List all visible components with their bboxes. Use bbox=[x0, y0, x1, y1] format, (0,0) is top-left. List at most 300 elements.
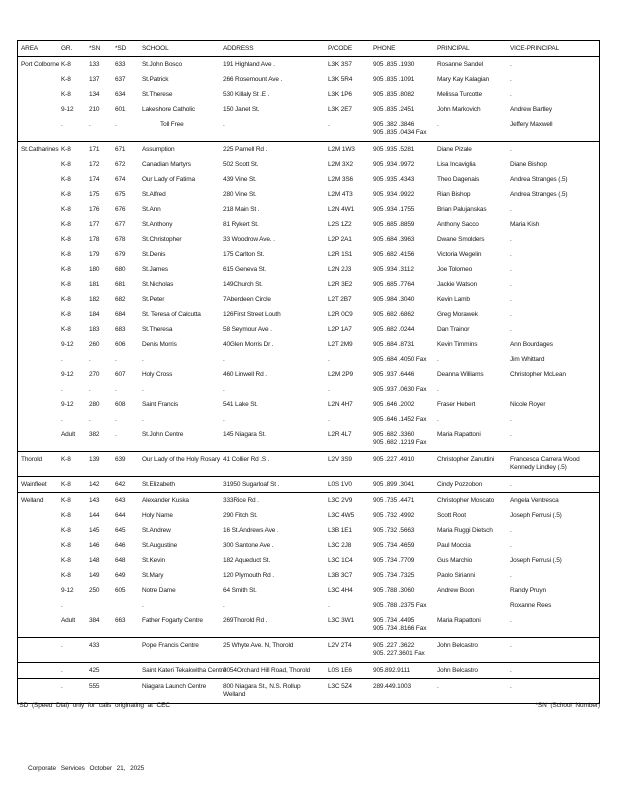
cell-address: 3054Orchard Hill Road, Thorold bbox=[223, 667, 311, 674]
cell-school: St.Alfred bbox=[142, 191, 166, 198]
cell-gr: . bbox=[61, 667, 63, 674]
cell-sn: 137 bbox=[89, 76, 100, 83]
cell-phone: 905 .937 .6446 bbox=[373, 371, 415, 378]
cell-address: 225 Parnell Rd . bbox=[223, 146, 268, 153]
cell-gr: K-8 bbox=[61, 572, 71, 579]
cell-area bbox=[18, 337, 58, 342]
cell-phone: 905 .835 .1930 bbox=[373, 61, 415, 68]
cell-phone: 905 .682 .3360 905 .682 .1219 Fax bbox=[373, 431, 427, 446]
cell-sd bbox=[112, 598, 139, 603]
table-row bbox=[18, 598, 599, 613]
cell-vice: Christopher McLean bbox=[510, 371, 566, 378]
cell-principal bbox=[434, 598, 507, 603]
table-row bbox=[18, 337, 599, 352]
cell-address: 31950 Sugarloaf St . bbox=[223, 481, 280, 488]
cell-gr: K-8 bbox=[61, 161, 71, 168]
table-row bbox=[18, 427, 599, 451]
cell-sd bbox=[112, 638, 139, 643]
cell-pcode: L3K 2E7 bbox=[328, 106, 352, 113]
cell-principal: Paolo Sirianni bbox=[437, 572, 476, 579]
table-row bbox=[18, 568, 599, 583]
table-row bbox=[18, 397, 599, 412]
cell-gr: K-8 bbox=[61, 146, 71, 153]
cell-school: St.Theresa bbox=[142, 326, 173, 333]
cell-vice: . bbox=[510, 76, 512, 83]
cell-area bbox=[18, 598, 58, 603]
cell-address: 530 Killaly St .E . bbox=[223, 91, 270, 98]
cell-area bbox=[18, 638, 58, 643]
cell-address: . bbox=[223, 602, 225, 609]
cell-school: St.Therese bbox=[142, 91, 173, 98]
cell-sn: 172 bbox=[89, 161, 100, 168]
cell-pcode: L2S 1Z2 bbox=[328, 221, 352, 228]
area-section bbox=[18, 141, 599, 451]
cell-sd: 637 bbox=[115, 76, 126, 83]
cell-vice: . bbox=[510, 481, 512, 488]
cell-vice: . bbox=[510, 667, 512, 674]
cell-gr: K-8 bbox=[61, 497, 71, 504]
cell-address: 33 Woodrow Ave. . bbox=[223, 236, 275, 243]
cell-gr: K-8 bbox=[61, 251, 71, 258]
cell-gr: K-8 bbox=[61, 221, 71, 228]
cell-vice: Andrea Stranges (.5) bbox=[510, 191, 568, 198]
area-section bbox=[18, 476, 599, 492]
cell-school: . bbox=[142, 602, 144, 609]
cell-phone: 905 .935 .4343 bbox=[373, 176, 415, 183]
table-row bbox=[18, 117, 599, 141]
cell-principal: Maria Ruggi Dietsch bbox=[437, 527, 493, 534]
cell-gr: K-8 bbox=[61, 512, 71, 519]
cell-pcode: L2N 2J3 bbox=[328, 266, 352, 273]
cell-sn: . bbox=[89, 356, 91, 363]
cell-area bbox=[18, 232, 58, 237]
cell-pcode: L2R 1S1 bbox=[328, 251, 353, 258]
cell-phone: 905 .735 .4471 bbox=[373, 497, 415, 504]
cell-vice: . bbox=[510, 311, 512, 318]
cell-school: Alexander Kuska bbox=[142, 497, 189, 504]
cell-vice: . bbox=[510, 572, 512, 579]
cell-principal: Brian Palujanskas bbox=[437, 206, 487, 213]
cell-principal: Scott Root bbox=[437, 512, 466, 519]
cell-sn: 174 bbox=[89, 176, 100, 183]
cell-principal: Victoria Wegelin bbox=[437, 251, 482, 258]
cell-area: Welland bbox=[21, 497, 44, 504]
cell-sn: 144 bbox=[89, 512, 100, 519]
cell-sn: 179 bbox=[89, 251, 100, 258]
cell-pcode: L2N 4W1 bbox=[328, 206, 355, 213]
cell-area bbox=[18, 322, 58, 327]
cell-address: 218 Main St . bbox=[223, 206, 260, 213]
cell-principal: Anthony Sacco bbox=[437, 221, 479, 228]
cell-phone: 905 .382 .3846 905 .835 .0434 Fax bbox=[373, 121, 427, 136]
table-row bbox=[18, 553, 599, 568]
cell-address: 64 Smith St. bbox=[223, 587, 257, 594]
cell-sd: 644 bbox=[115, 512, 126, 519]
cell-vice: Joseph Ferrusi (.5) bbox=[510, 512, 562, 519]
cell-gr: 9-12 bbox=[61, 371, 74, 378]
table-row bbox=[18, 72, 599, 87]
cell-pcode: L2R 4L7 bbox=[328, 431, 352, 438]
cell-sd: 675 bbox=[115, 191, 126, 198]
cell-phone: 905 .734 .7325 bbox=[373, 572, 415, 579]
cell-pcode: L3C 4H4 bbox=[328, 587, 353, 594]
cell-address: . bbox=[223, 356, 225, 363]
cell-sn: 210 bbox=[89, 106, 100, 113]
cell-vice: . bbox=[510, 326, 512, 333]
cell-pcode: . bbox=[328, 602, 330, 609]
cell-sd: 682 bbox=[115, 296, 126, 303]
cell-pcode: L3C 1C4 bbox=[328, 557, 353, 564]
cell-pcode: L2V 3S9 bbox=[328, 456, 352, 463]
header-principal: PRINCIPAL bbox=[437, 45, 470, 52]
cell-phone: 905.892.9111 bbox=[373, 667, 410, 674]
cell-principal: Kevin Timmins bbox=[437, 341, 478, 348]
cell-pcode: L2T 2B7 bbox=[328, 296, 352, 303]
cell-gr: . bbox=[61, 602, 63, 609]
cell-school: Saint Francis bbox=[142, 401, 178, 408]
cell-sn: 133 bbox=[89, 61, 100, 68]
cell-vice: . bbox=[510, 266, 512, 273]
area-section bbox=[18, 662, 599, 678]
table-row bbox=[18, 262, 599, 277]
cell-sn: 425 bbox=[89, 667, 100, 674]
cell-gr: K-8 bbox=[61, 76, 71, 83]
cell-phone: 905 .685 .8859 bbox=[373, 221, 415, 228]
cell-phone: 905 .682 .6862 bbox=[373, 311, 415, 318]
cell-vice: Joseph Ferrusi (.5) bbox=[510, 557, 562, 564]
cell-sd: 633 bbox=[115, 61, 126, 68]
cell-phone: 905 .984 .3040 bbox=[373, 296, 415, 303]
header-sd: *SD bbox=[115, 45, 127, 52]
table-row bbox=[18, 523, 599, 538]
cell-area bbox=[18, 307, 58, 312]
cell-sd: 639 bbox=[115, 456, 126, 463]
cell-school: Pope Francis Centre bbox=[142, 642, 199, 649]
cell-school: Toll Free bbox=[160, 121, 184, 128]
cell-sn: 260 bbox=[89, 341, 100, 348]
cell-sd: 671 bbox=[115, 146, 126, 153]
cell-address: 145 Niagara St. bbox=[223, 431, 266, 438]
cell-gr: K-8 bbox=[61, 236, 71, 243]
cell-school: Father Fogarty Centre bbox=[142, 617, 203, 624]
cell-vice: Andrea Stranges (.5) bbox=[510, 176, 568, 183]
cell-sd: . bbox=[115, 431, 117, 438]
cell-area bbox=[18, 87, 58, 92]
cell-gr: Adult bbox=[61, 431, 76, 438]
cell-area bbox=[18, 427, 58, 432]
cell-sd: 643 bbox=[115, 497, 126, 504]
cell-pcode: L3B 1E1 bbox=[328, 527, 352, 534]
table-row bbox=[18, 322, 599, 337]
cell-school: . bbox=[142, 416, 144, 423]
cell-pcode: L3K 5R4 bbox=[328, 76, 353, 83]
header-gr: GR. bbox=[61, 45, 73, 52]
cell-school: Holy Cross bbox=[142, 371, 173, 378]
cell-principal: . bbox=[437, 356, 439, 363]
cell-area bbox=[18, 412, 58, 417]
cell-gr: . bbox=[61, 356, 63, 363]
cell-area bbox=[18, 72, 58, 77]
table-row bbox=[18, 292, 599, 307]
cell-phone: 905 .788 .3060 bbox=[373, 587, 415, 594]
cell-pcode: . bbox=[328, 356, 330, 363]
cell-school: Canadian Martyrs bbox=[142, 161, 191, 168]
cell-school: Denis Morris bbox=[142, 341, 177, 348]
cell-vice: . bbox=[510, 61, 512, 68]
cell-vice: Andrew Bartley bbox=[510, 106, 552, 113]
table-row bbox=[18, 307, 599, 322]
area-section bbox=[18, 451, 599, 476]
table-footnotes bbox=[17, 702, 600, 709]
page-footer: Corporate Services October 21, 2025 bbox=[28, 765, 145, 772]
cell-pcode: L2R 0C9 bbox=[328, 311, 353, 318]
cell-gr: . bbox=[61, 642, 63, 649]
cell-address: 182 Aqueduct St. bbox=[223, 557, 271, 564]
cell-principal: John Belcastro bbox=[437, 667, 478, 674]
cell-sn: 384 bbox=[89, 617, 100, 624]
cell-vice: . bbox=[510, 146, 512, 153]
cell-gr: K-8 bbox=[61, 206, 71, 213]
cell-area bbox=[18, 202, 58, 207]
cell-phone: 905 .682 .4156 bbox=[373, 251, 415, 258]
cell-school: St.Nicholas bbox=[142, 281, 174, 288]
cell-phone: 289.449.1003 bbox=[373, 683, 411, 690]
cell-school: Saint Kateri Tekakwitha Centre bbox=[142, 667, 227, 674]
cell-gr: K-8 bbox=[61, 281, 71, 288]
cell-area bbox=[18, 172, 58, 177]
cell-area bbox=[18, 102, 58, 107]
table-row bbox=[18, 613, 599, 637]
cell-principal: Gus Marchio bbox=[437, 557, 473, 564]
cell-address: 191 Highland Ave . bbox=[223, 61, 275, 68]
cell-sd: 607 bbox=[115, 371, 126, 378]
cell-sn: 433 bbox=[89, 642, 100, 649]
cell-vice: . bbox=[510, 431, 512, 438]
cell-phone: 905 .734 .4659 bbox=[373, 542, 415, 549]
cell-sn: 143 bbox=[89, 497, 100, 504]
table-row bbox=[18, 538, 599, 553]
cell-sd: 677 bbox=[115, 221, 126, 228]
cell-principal: John Markovich bbox=[437, 106, 481, 113]
cell-sd: 605 bbox=[115, 587, 126, 594]
cell-sn: 250 bbox=[89, 587, 100, 594]
cell-phone: 905 .899 .3041 bbox=[373, 481, 415, 488]
cell-address: 120 Plymouth Rd . bbox=[223, 572, 274, 579]
cell-school: Niagara Launch Centre bbox=[142, 683, 207, 690]
cell-phone: 905 .684 .8731 bbox=[373, 341, 415, 348]
cell-principal: John Belcastro bbox=[437, 642, 478, 649]
cell-school: St.Andrew bbox=[142, 527, 171, 534]
cell-area bbox=[18, 538, 58, 543]
cell-sn: 142 bbox=[89, 481, 100, 488]
cell-principal: Maria Rapattoni bbox=[437, 431, 481, 438]
cell-gr: K-8 bbox=[61, 542, 71, 549]
header-area: AREA bbox=[21, 45, 39, 52]
cell-address: 439 Vine St. bbox=[223, 176, 257, 183]
table-row bbox=[18, 247, 599, 262]
cell-sd: . bbox=[115, 416, 117, 423]
cell-principal: Maria Rapattoni bbox=[437, 617, 481, 624]
cell-phone: 905 .937 .0630 Fax bbox=[373, 386, 427, 393]
cell-address: 40Glen Morris Dr . bbox=[223, 341, 274, 348]
cell-school: Notre Dame bbox=[142, 587, 176, 594]
cell-phone: 905 .934 .9972 bbox=[373, 161, 415, 168]
cell-school: St. Teresa of Calcutta bbox=[142, 311, 201, 318]
cell-area bbox=[18, 217, 58, 222]
cell-school: St.Peter bbox=[142, 296, 165, 303]
cell-gr: 9-12 bbox=[61, 106, 74, 113]
cell-vice: . bbox=[510, 617, 512, 624]
table-row bbox=[18, 638, 599, 662]
cell-school: Assumption bbox=[142, 146, 175, 153]
cell-phone: 905 .684 .4050 Fax bbox=[373, 356, 427, 363]
cell-phone: 905 .684 .3963 bbox=[373, 236, 415, 243]
cell-sd: 683 bbox=[115, 326, 126, 333]
cell-area bbox=[18, 262, 58, 267]
cell-sn: 175 bbox=[89, 191, 100, 198]
cell-address: 502 Scott St. bbox=[223, 161, 259, 168]
cell-area bbox=[18, 553, 58, 558]
cell-pcode: L2T 2M9 bbox=[328, 341, 353, 348]
cell-phone: 905 .646 .1452 Fax bbox=[373, 416, 427, 423]
cell-area bbox=[18, 568, 58, 573]
cell-sn: 270 bbox=[89, 371, 100, 378]
cell-sd: 606 bbox=[115, 341, 126, 348]
cell-vice: . bbox=[510, 206, 512, 213]
cell-principal: Greg Morawek bbox=[437, 311, 478, 318]
cell-vice: . bbox=[510, 296, 512, 303]
cell-phone: 905 .788 .2375 Fax bbox=[373, 602, 427, 609]
cell-sn: . bbox=[89, 386, 91, 393]
table-row bbox=[18, 57, 599, 72]
cell-gr: K-8 bbox=[61, 296, 71, 303]
cell-sd: . bbox=[115, 121, 117, 128]
cell-pcode: L3C 4W5 bbox=[328, 512, 355, 519]
cell-gr: K-8 bbox=[61, 176, 71, 183]
cell-sd: 681 bbox=[115, 281, 126, 288]
cell-sn: 181 bbox=[89, 281, 100, 288]
cell-phone: 905 .732 .4992 bbox=[373, 512, 415, 519]
cell-phone: 905 .646 .2002 bbox=[373, 401, 415, 408]
cell-gr: . bbox=[61, 121, 63, 128]
cell-phone: 905 .734 .4495 905 .734 .8166 Fax bbox=[373, 617, 427, 632]
cell-sd: 645 bbox=[115, 527, 126, 534]
cell-address: 58 Seymour Ave . bbox=[223, 326, 272, 333]
cell-area bbox=[18, 613, 58, 618]
cell-principal: Deanna Williams bbox=[437, 371, 484, 378]
cell-pcode: L0S 1E6 bbox=[328, 667, 352, 674]
cell-sn: 182 bbox=[89, 296, 100, 303]
cell-sd: 634 bbox=[115, 91, 126, 98]
cell-phone: 905 .934 .1755 bbox=[373, 206, 415, 213]
cell-gr: 9-12 bbox=[61, 587, 74, 594]
cell-gr: 9-12 bbox=[61, 401, 74, 408]
cell-vice: Maria Kish bbox=[510, 221, 540, 228]
cell-address: 266 Rosemount Ave . bbox=[223, 76, 283, 83]
cell-address: . bbox=[223, 416, 225, 423]
cell-vice: Angela Ventresca bbox=[510, 497, 559, 504]
cell-school: St.Ann bbox=[142, 206, 161, 213]
cell-school: St.Elizabeth bbox=[142, 481, 175, 488]
cell-sd: . bbox=[115, 386, 117, 393]
cell-address: 280 Vine St. bbox=[223, 191, 257, 198]
cell-gr: K-8 bbox=[61, 266, 71, 273]
cell-principal: Joe Tolomeo bbox=[437, 266, 473, 273]
cell-area bbox=[18, 382, 58, 387]
cell-vice: . bbox=[510, 91, 512, 98]
cell-school: St.Augustine bbox=[142, 542, 178, 549]
cell-address: 800 Niagara St., N.S. Rollup Welland bbox=[223, 683, 301, 698]
cell-pcode: L2M 3X2 bbox=[328, 161, 353, 168]
cell-sd bbox=[112, 679, 139, 684]
cell-sn: . bbox=[89, 416, 91, 423]
cell-phone: 905 .682 .0244 bbox=[373, 326, 415, 333]
cell-pcode: L2V 2T4 bbox=[328, 642, 352, 649]
cell-school: St.Kevin bbox=[142, 557, 166, 564]
cell-address: 126First Street Louth bbox=[223, 311, 281, 318]
cell-principal: Cindy Pozzobon bbox=[437, 481, 483, 488]
cell-gr: K-8 bbox=[61, 456, 71, 463]
cell-principal: Andrew Boon bbox=[437, 587, 475, 594]
cell-sd bbox=[112, 663, 139, 668]
cell-area bbox=[18, 397, 58, 402]
cell-principal: Dan Trainor bbox=[437, 326, 470, 333]
cell-gr: K-8 bbox=[61, 557, 71, 564]
cell-principal: Melissa Turcotte bbox=[437, 91, 482, 98]
cell-principal: Rian Bishop bbox=[437, 191, 471, 198]
cell-sn: 382 bbox=[89, 431, 100, 438]
footnote-school-number: *SN (School Number) bbox=[535, 702, 600, 709]
cell-gr: K-8 bbox=[61, 91, 71, 98]
cell-sd: 663 bbox=[115, 617, 126, 624]
cell-gr: K-8 bbox=[61, 527, 71, 534]
cell-pcode: L2M 3S6 bbox=[328, 176, 353, 183]
table-row bbox=[18, 277, 599, 292]
cell-area bbox=[18, 523, 58, 528]
cell-school: . bbox=[142, 356, 144, 363]
cell-address: 541 Lake St. bbox=[223, 401, 258, 408]
cell-phone: 905 .685 .7764 bbox=[373, 281, 415, 288]
cell-pcode: L2M 2P9 bbox=[328, 371, 353, 378]
cell-address: 175 Carlton St. bbox=[223, 251, 265, 258]
cell-gr: K-8 bbox=[61, 191, 71, 198]
cell-pcode: L0S 1V0 bbox=[328, 481, 352, 488]
cell-pcode: L2R 3E2 bbox=[328, 281, 353, 288]
cell-address: 150 Janet St. bbox=[223, 106, 260, 113]
cell-address: 25 Whyte Ave. N, Thorold bbox=[223, 642, 294, 649]
cell-area bbox=[18, 508, 58, 513]
cell-gr: K-8 bbox=[61, 326, 71, 333]
header-vice: VICE-PRINCIPAL bbox=[510, 45, 560, 52]
cell-school: St.Denis bbox=[142, 251, 166, 258]
cell-gr: Adult bbox=[61, 617, 76, 624]
cell-vice bbox=[507, 382, 599, 387]
cell-principal: Christopher Moscato bbox=[437, 497, 495, 504]
cell-principal: Mary Kay Kalagian bbox=[437, 76, 490, 83]
cell-address: . bbox=[223, 121, 225, 128]
cell-principal: Theo Dagenais bbox=[437, 176, 480, 183]
cell-sn: 146 bbox=[89, 542, 100, 549]
cell-area bbox=[18, 292, 58, 297]
cell-gr: . bbox=[61, 416, 63, 423]
cell-vice: Nicole Royer bbox=[510, 401, 546, 408]
cell-vice: . bbox=[510, 416, 512, 423]
cell-sn: 184 bbox=[89, 311, 100, 318]
cell-vice: . bbox=[510, 527, 512, 534]
table-row bbox=[18, 477, 599, 492]
cell-pcode: L3C 5Z4 bbox=[328, 683, 352, 690]
cell-area bbox=[18, 663, 58, 668]
